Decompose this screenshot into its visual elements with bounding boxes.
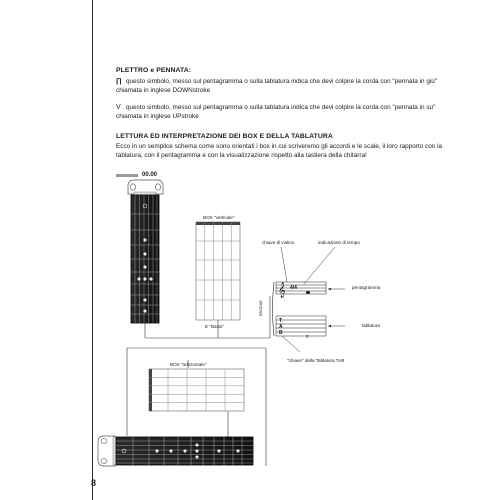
upstroke-text: questo simbolo, messo sul pentagramma o sulla tablatura indica che devi colpire la corda con "pennata in su" bbox=[126, 104, 436, 111]
chiave-tab-label: "chiave" della Tablatura TAB bbox=[287, 358, 345, 363]
lettura-line-1: Ecco in un semplice schema come sono orientati i box in cui scriveremo gli accordi e le scale, il loro rapporto con la bbox=[116, 143, 443, 150]
plettro-heading: PLETTRO e PENNATA: bbox=[116, 67, 192, 74]
treble-clef-icon: 𝄞 bbox=[278, 283, 286, 298]
page-number: 8 bbox=[91, 478, 97, 488]
box-vertical-label: BOX "verticale" bbox=[203, 215, 235, 220]
horizontal-guitar-neck bbox=[98, 436, 253, 466]
tab-fret-number: 0 bbox=[306, 334, 309, 339]
chiave-violino-label: chiave di violino bbox=[262, 240, 295, 245]
tab-clef-icon bbox=[279, 318, 283, 336]
pentagramma-label: pentagramma bbox=[352, 285, 381, 290]
lettura-line-2: tablatura, con il pentagramma e con la visualizzazione rispetto alla tastiera della chitarra! bbox=[116, 152, 367, 159]
staff-and-tab-diagram bbox=[259, 240, 381, 363]
system-brace bbox=[273, 282, 275, 336]
box-orizzontale-label: BOX "orizzontale" bbox=[170, 362, 207, 367]
downstroke-line-2: chiamata in inglese DOWNstroke bbox=[116, 87, 211, 94]
audio-track-label: 00.00 bbox=[142, 172, 158, 178]
tablatura-label: tablatura bbox=[362, 323, 380, 328]
downstroke-icon: ∏ bbox=[116, 78, 122, 85]
horizontal-box-chart bbox=[149, 362, 244, 411]
time-signature: 4/4 bbox=[290, 285, 297, 291]
note-head-icon bbox=[306, 291, 310, 294]
bassi-label: E "Bassi" bbox=[205, 324, 224, 329]
vertical-box-chart bbox=[196, 215, 240, 329]
downstroke-text: questo simbolo, messo sul pentagramma o sulla tablatura indica che devi colpire la corda con "pennata in giù" bbox=[126, 78, 438, 85]
vertical-guitar-headstock bbox=[128, 180, 163, 195]
upstroke-line-2: chiamata in inglese UPstroke bbox=[116, 113, 199, 120]
lettura-heading: LETTURA ED INTERPRETAZIONE DEI BOX E DELLA TABLATURA bbox=[116, 133, 333, 140]
string-order-label: EBGDAE bbox=[259, 300, 263, 316]
vertical-guitar-neck bbox=[131, 195, 159, 323]
svg-text:A: A bbox=[279, 324, 283, 330]
svg-text:T: T bbox=[279, 318, 283, 324]
svg-text:B: B bbox=[279, 330, 283, 336]
upstroke-icon: V bbox=[116, 104, 121, 111]
indicazione-tempo-label: indicazione di tempo bbox=[318, 240, 360, 245]
